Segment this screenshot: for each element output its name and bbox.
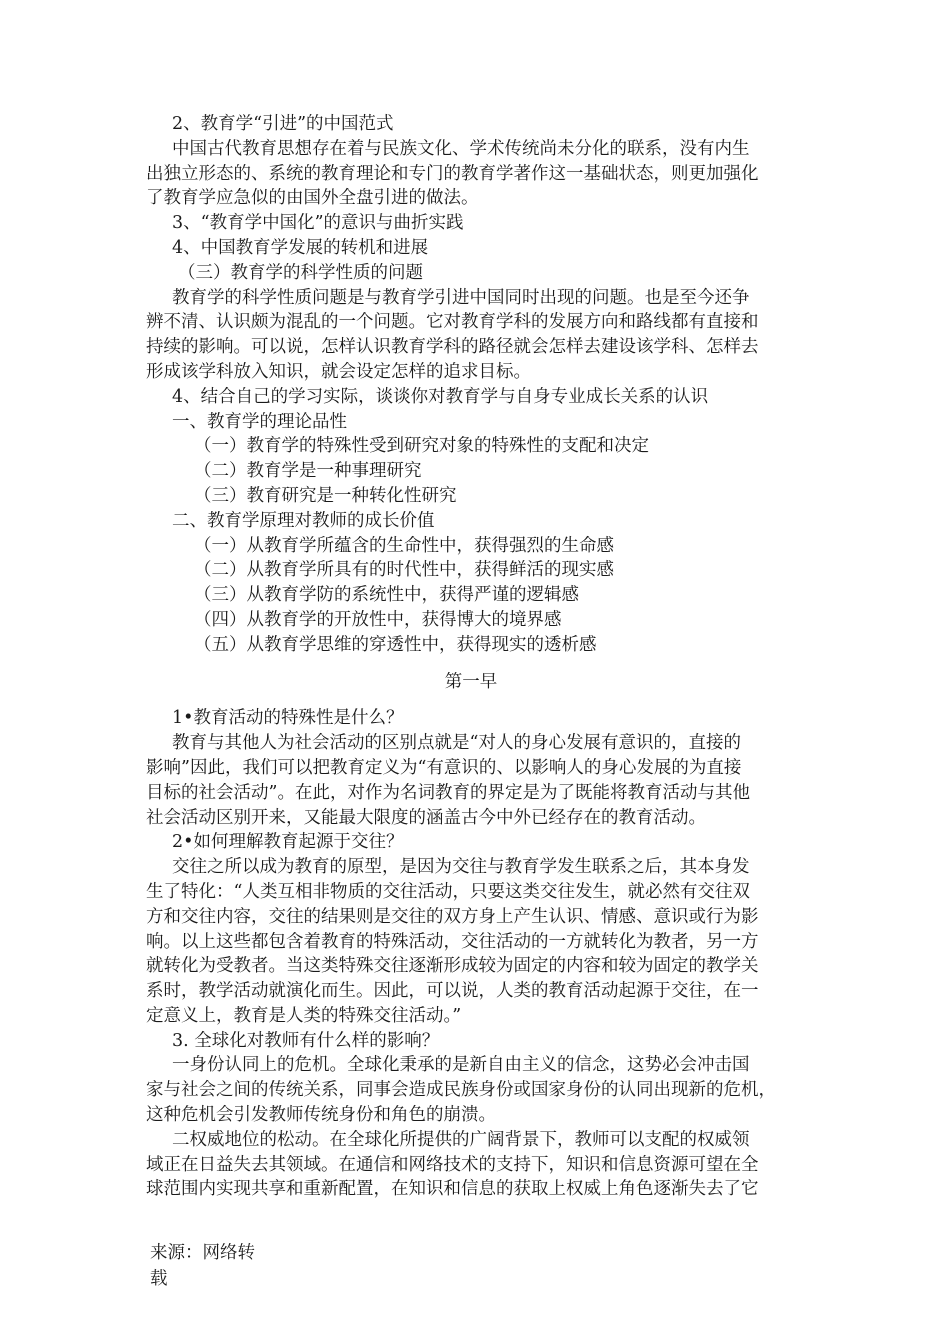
paragraph-line: 就转化为受教者。当这类特殊交往逐渐形成较为固定的内容和较为固定的教学关	[146, 956, 759, 977]
outline-item: （一）教育学的特殊性受到研究对象的特殊性的支配和决定	[194, 436, 649, 457]
paragraph-line: 域正在日益失去其领域。在通信和网络技术的支持下，知识和信息资源可望在全	[146, 1154, 759, 1175]
outline-item: （四）从教育学的开放性中，获得博大的境界感	[194, 609, 562, 630]
paragraph-line: 一身份认同上的危机。全球化秉承的是新自由主义的信念，这势必会冲击国	[172, 1055, 750, 1076]
chapter-title: 第一早	[444, 671, 498, 692]
paragraph-line: 定意义上，教育是人类的特殊交往活动。”	[146, 1005, 462, 1026]
question-heading: 3. 全球化对教师有什么样的影响？	[172, 1030, 440, 1051]
paragraph	[146, 1128, 822, 1202]
outline-item: （五）从教育学思维的穿透性中，获得现实的透析感	[194, 634, 597, 655]
paragraph-line: 影响”因此，我们可以把教育定义为“有意识的、以影响人的身心发展的为直接	[146, 757, 742, 778]
source-note	[150, 1240, 290, 1292]
outline-item: （二）从教育学所具有的时代性中，获得鲜活的现实感	[194, 560, 614, 581]
section-heading: 2、教育学“引进”的中国范式	[172, 114, 394, 134]
paragraph-line: 响。以上这些都包含着教育的特殊活动，交往活动的一方就转化为教者，另一方	[146, 931, 759, 952]
document-body	[146, 112, 822, 1202]
paragraph-line: 社会活动区别开来，又能最大限度的涵盖古今中外已经存在的教育活动。	[146, 807, 706, 828]
source-note-line: 来源：网络转	[150, 1243, 255, 1263]
paragraph-line: 形成该学科放入知识，就会设定怎样的追求目标。	[146, 361, 531, 382]
paragraph	[146, 855, 822, 1029]
paragraph-line: 教育学的科学性质问题是与教育学引进中国同时出现的问题。也是至今还争	[172, 287, 750, 308]
paragraph	[146, 1053, 822, 1127]
section-heading: 3、“教育学中国化”的意识与曲折实践	[172, 213, 464, 234]
paragraph	[146, 137, 822, 211]
paragraph-line: 球范围内实现共享和重新配置，在知识和信息的获取上权威上角色逐渐失去了它	[146, 1179, 759, 1200]
paragraph-line: 二权威地位的松动。在全球化所提供的广阔背景下，教师可以支配的权威领	[172, 1129, 750, 1150]
outline-item: （一）从教育学所蕴含的生命性中，获得强烈的生命感	[194, 535, 614, 556]
section-heading: （三）教育学的科学性质的问题	[178, 262, 423, 283]
paragraph-line: 生了特化：“人类互相非物质的交往活动，只要这类交往发生，就必然有交往双	[146, 881, 750, 902]
paragraph-line: 辨不清、认识颇为混乱的一个问题。它对教育学科的发展方向和路线都有直接和	[146, 312, 759, 333]
paragraph-line: 出独立形态的、系统的教育理论和专门的教育学著作这一基础状态，则更加强化	[146, 163, 759, 184]
outline-heading: 一、教育学的理论品性	[172, 411, 347, 432]
paragraph-line: 家与社会之间的传统关系，同事会造成民族身份或国家身份的认同出现新的危机，	[146, 1080, 776, 1101]
question-heading: 2•如何理解教育起源于交往？	[172, 832, 404, 853]
outline-heading: 二、教育学原理对教师的成长价值	[172, 510, 435, 531]
paragraph-line: 中国古代教育思想存在着与民族文化、学术传统尚未分化的联系，没有内生	[172, 138, 750, 159]
paragraph	[146, 731, 822, 830]
outline-item: （三）教育研究是一种转化性研究	[194, 485, 457, 506]
paragraph-line: 目标的社会活动”。在此，对作为名词教育的界定是为了既能将教育活动与其他	[146, 782, 750, 803]
paragraph-line: 系时，教学活动就演化而生。因此，可以说，人类的教育活动起源于交往，在一	[146, 981, 759, 1002]
section-heading: 4、中国教育学发展的转机和进展	[172, 237, 429, 258]
source-note-line: 载	[150, 1269, 168, 1289]
paragraph	[146, 286, 822, 385]
paragraph-line: 教育与其他人为社会活动的区别点就是“对人的身心发展有意识的，直接的	[172, 733, 741, 754]
paragraph-line: 了教育学应急似的由国外全盘引进的做法。	[146, 188, 479, 209]
question-heading: 1•教育活动的特殊性是什么？	[172, 708, 404, 729]
outline-item: （二）教育学是一种事理研究	[194, 461, 422, 482]
question-heading: 4、结合自己的学习实际，谈谈你对教育学与自身专业成长关系的认识	[172, 386, 709, 407]
paragraph-line: 持续的影响。可以说，怎样认识教育学科的路径就会怎样去建设该学科、怎样去	[146, 337, 759, 358]
paragraph-line: 方和交往内容，交往的结果则是交往的双方身上产生认识、情感、意识或行为影	[146, 906, 759, 927]
paragraph-line: 交往之所以成为教育的原型，是因为交往与教育学发生联系之后，其本身发	[172, 857, 750, 878]
outline-item: （三）从教育学防的系统性中，获得严谨的逻辑感	[194, 585, 579, 606]
paragraph-line: 这种危机会引发教师传统身份和角色的崩溃。	[146, 1105, 496, 1126]
